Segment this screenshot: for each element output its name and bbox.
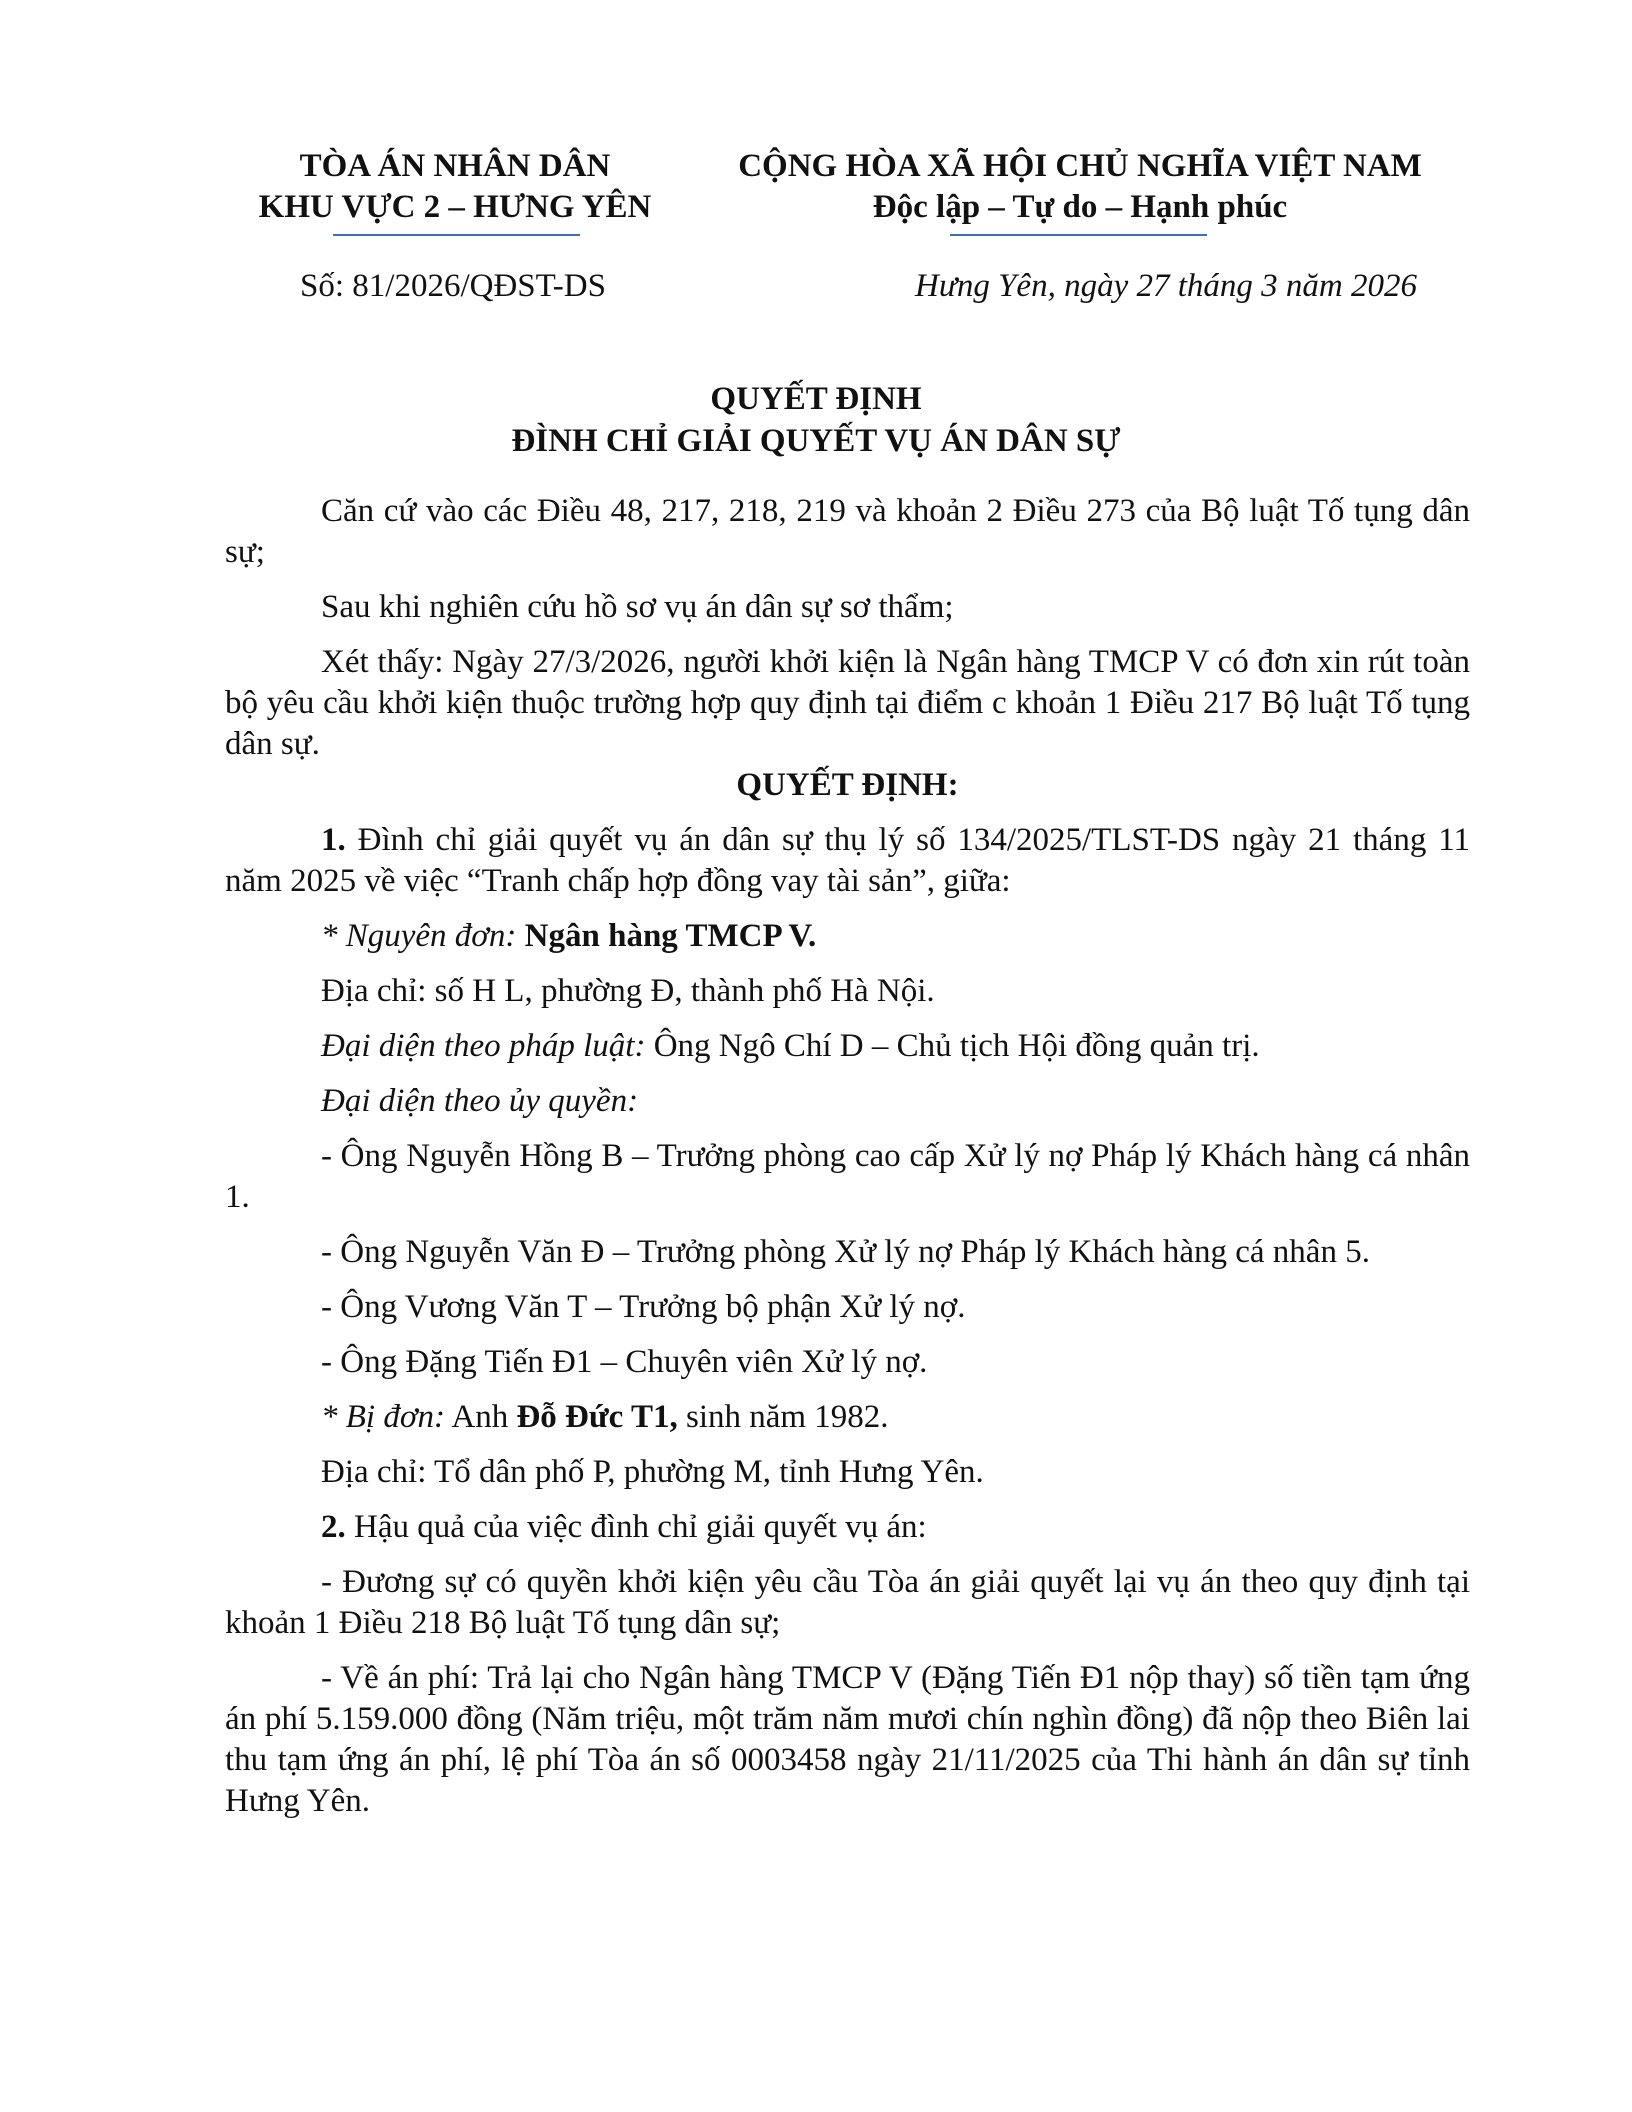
country-name: CỘNG HÒA XÃ HỘI CHỦ NGHĨA VIỆT NAM [738,148,1422,184]
plaintiff-name: Ngân hàng TMCP V. [524,918,817,954]
item2-number: 2. [321,1509,346,1545]
decision-heading: QUYẾT ĐỊNH: [736,767,959,803]
item1-number: 1. [321,822,346,858]
item2-text: Hậu quả của việc đình chỉ giải quyết vụ án: [345,1509,927,1545]
consequence-court-fee: - Về án phí: Trả lại cho Ngân hàng TMCP V (Đặng Tiến Đ1 nộp thay) số tiền tạm ứng án phí 5.159.000 đồng (Năm triệu, một trăm năm mươi chín nghìn đồng) đã nộp theo Biên lai thu tạm ứng án phí, lệ phí Tòa án số 0003458 ngày 21/11/2025 của Thi hành án dân sự tỉnh Hưng Yên. [225,1660,1470,1819]
item1-text: Đình chỉ giải quyết vụ án dân sự thụ lý số 134/2025/TLST-DS ngày 21 tháng 11 năm 2025 về việc “Tranh chấp hợp đồng vay tài sản”, giữa: [225,822,1470,899]
legal-rep-label: Đại diện theo pháp luật: [321,1028,646,1064]
document-subtitle: ĐÌNH CHỈ GIẢI QUYẾT VỤ ÁN DÂN SỰ [511,423,1121,459]
defendant-suffix: sinh năm 1982. [677,1399,889,1435]
document-number: Số: 81/2026/QĐST-DS [300,268,606,304]
authorized-rep-item: - Ông Vương Văn T – Trưởng bộ phận Xử lý nợ. [321,1289,966,1325]
legal-rep-text: Ông Ngô Chí D – Chủ tịch Hội đồng quản trị. [645,1028,1260,1064]
defendant-prefix: Anh [444,1399,517,1435]
decision-item-2 [225,1507,1470,1548]
court-name-block [225,146,685,228]
preamble-findings: Xét thấy: Ngày 27/3/2026, người khởi kiện là Ngân hàng TMCP V có đơn xin rút toàn bộ yêu cầu khởi kiện thuộc trường hợp quy định tại điểm c khoản 1 Điều 217 Bộ luật Tố tụng dân sự. [225,644,1470,762]
defendant-line [225,1397,1470,1438]
preamble-legal-basis: Căn cứ vào các Điều 48, 217, 218, 219 và khoản 2 Điều 273 của Bộ luật Tố tụng dân sự; [225,493,1470,570]
authorized-rep-label: Đại diện theo ủy quyền: [321,1083,639,1119]
authorized-rep-item: - Ông Nguyễn Văn Đ – Trưởng phòng Xử lý nợ Pháp lý Khách hàng cá nhân 5. [321,1234,1370,1270]
preamble-review: Sau khi nghiên cứu hồ sơ vụ án dân sự sơ thẩm; [321,589,954,625]
motto-underline [950,234,1207,236]
defendant-address: Địa chỉ: Tổ dân phố P, phường M, tỉnh Hưng Yên. [321,1454,984,1490]
plaintiff-line [225,916,1470,957]
authorized-rep-item: - Ông Nguyễn Hồng B – Trưởng phòng cao cấp Xử lý nợ Pháp lý Khách hàng cá nhân 1. [225,1138,1470,1215]
document-title: QUYẾT ĐỊNH [710,381,922,417]
legal-representative [225,1026,1470,1067]
plaintiff-address: Địa chỉ: số H L, phường Đ, thành phố Hà Nội. [321,973,935,1009]
defendant-label: * Bị đơn: [321,1399,445,1435]
motto: Độc lập – Tự do – Hạnh phúc [872,189,1288,225]
court-name-line2: KHU VỰC 2 – HƯNG YÊN [258,189,652,225]
place-date: Hưng Yên, ngày 27 tháng 3 năm 2026 [915,268,1417,304]
plaintiff-label: * Nguyên đơn: [321,918,517,954]
court-underline [333,234,580,236]
consequence-refile: - Đương sự có quyền khởi kiện yêu cầu Tòa án giải quyết lại vụ án theo quy định tại khoản 1 Điều 218 Bộ luật Tố tụng dân sự; [225,1564,1470,1641]
document-body [225,491,1470,1822]
court-name-line1: TÒA ÁN NHÂN DÂN [299,148,611,184]
authorized-rep-item: - Ông Đặng Tiến Đ1 – Chuyên viên Xử lý nợ. [321,1344,928,1380]
defendant-name: Đỗ Đức T1, [516,1399,678,1435]
national-motto-block [700,146,1460,228]
decision-item-1 [225,820,1470,902]
